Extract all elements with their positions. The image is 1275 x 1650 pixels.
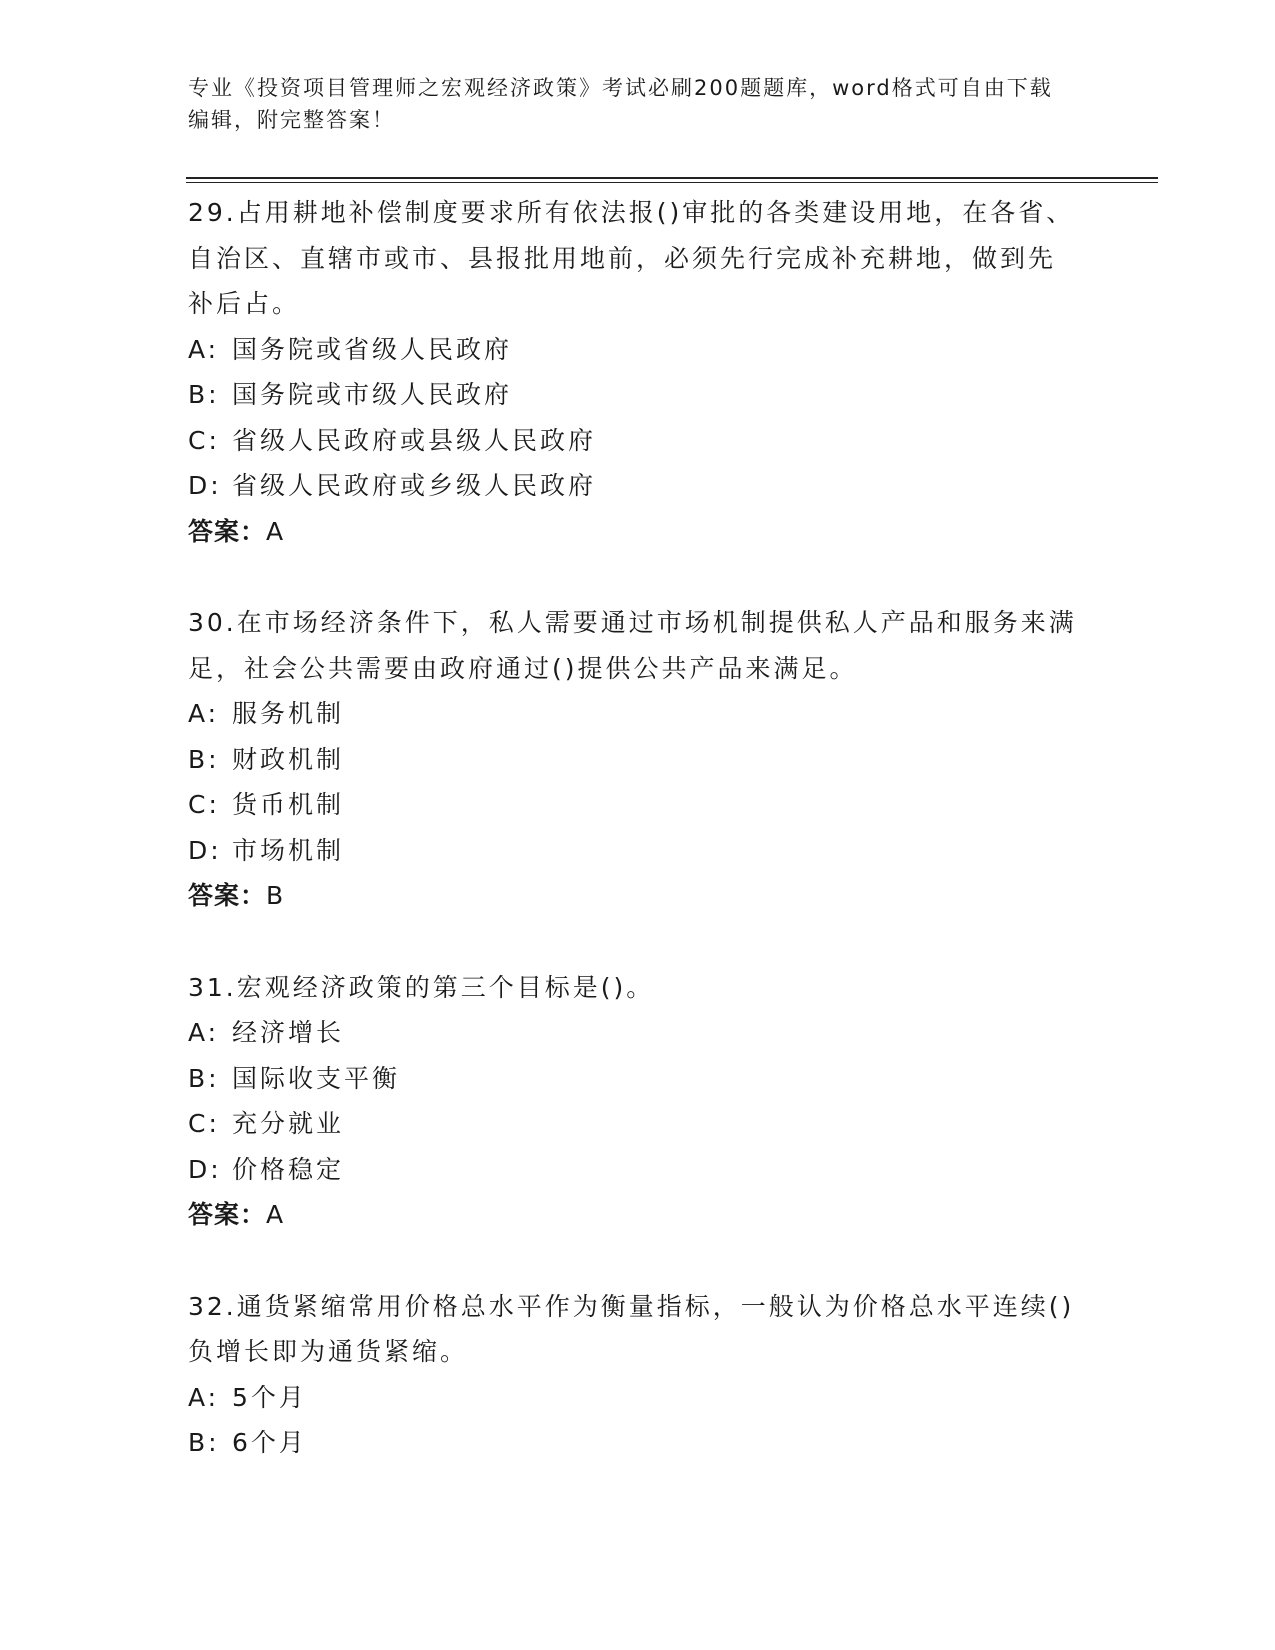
question-stem: 29.占用耕地补偿制度要求所有依法报()审批的各类建设用地，在各省、自治区、直辖市或市、县报批用地前，必须先行完成补充耕地，做到先补后占。 — [188, 198, 1075, 318]
answer-label: 答案： — [188, 881, 267, 910]
option-text: 国务院或省级人民政府 — [232, 334, 513, 364]
option-a — [188, 327, 1078, 373]
question-30 — [188, 600, 1078, 919]
option-c — [188, 418, 1078, 464]
option-text: 省级人民政府或县级人民政府 — [232, 425, 597, 455]
question-list — [188, 190, 1078, 1512]
answer-line — [188, 873, 1078, 919]
header-title: 专业《投资项目管理师之宏观经济政策》考试必刷200题题库，word格式可自由下载编辑，附完整答案！ — [188, 76, 1053, 132]
option-d — [188, 463, 1078, 509]
header-divider-thick — [186, 177, 1158, 179]
option-text: 充分就业 — [232, 1109, 345, 1138]
option-c — [188, 782, 1078, 828]
option-letter: A: — [188, 699, 220, 728]
option-d — [188, 1147, 1078, 1193]
question-stem: 32.通货紧缩常用价格总水平作为衡量指标，一般认为价格总水平连续()负增长即为通货紧缩。 — [188, 1291, 1075, 1366]
question-31 — [188, 965, 1078, 1238]
option-b — [188, 1056, 1078, 1102]
question-32 — [188, 1284, 1078, 1466]
option-letter: B: — [188, 1428, 220, 1457]
option-letter: D: — [188, 835, 222, 865]
option-d — [188, 828, 1078, 874]
option-text: 货币机制 — [232, 790, 345, 819]
answer-line — [188, 509, 1078, 555]
option-letter: D: — [188, 471, 222, 500]
option-text: 价格稳定 — [232, 1154, 345, 1184]
option-b — [188, 1420, 1078, 1466]
document-header — [188, 72, 1068, 136]
option-letter: B: — [188, 380, 220, 409]
answer-line — [188, 1192, 1078, 1238]
header-divider-thin — [186, 182, 1158, 183]
option-letter: B: — [188, 1063, 220, 1093]
option-letter: D: — [188, 1154, 222, 1184]
answer-value: A — [266, 516, 284, 546]
option-letter: C: — [188, 425, 220, 455]
option-letter: C: — [188, 790, 220, 819]
option-a — [188, 691, 1078, 737]
option-b — [188, 737, 1078, 783]
option-letter: A: — [188, 1382, 220, 1412]
option-text: 省级人民政府或乡级人民政府 — [232, 471, 597, 500]
option-text: 6个月 — [232, 1428, 307, 1457]
option-c — [188, 1101, 1078, 1147]
answer-value: B — [266, 881, 284, 910]
answer-value: A — [266, 1200, 284, 1229]
option-a — [188, 1010, 1078, 1056]
option-letter: A: — [188, 1018, 220, 1047]
answer-label: 答案： — [188, 516, 267, 546]
option-text: 国务院或市级人民政府 — [232, 380, 513, 409]
option-text: 服务机制 — [232, 699, 345, 728]
question-stem: 31.宏观经济政策的第三个目标是()。 — [188, 972, 655, 1002]
option-a — [188, 1375, 1078, 1421]
option-letter: B: — [188, 744, 220, 774]
option-text: 国际收支平衡 — [232, 1063, 401, 1093]
answer-label: 答案： — [188, 1200, 267, 1229]
option-b — [188, 372, 1078, 418]
option-text: 市场机制 — [232, 835, 345, 865]
option-letter: A: — [188, 334, 220, 364]
question-stem: 30.在市场经济条件下，私人需要通过市场机制提供私人产品和服务来满足，社会公共需要由政府通过()提供公共产品来满足。 — [188, 608, 1077, 683]
option-letter: C: — [188, 1109, 220, 1138]
option-text: 5个月 — [232, 1382, 307, 1412]
option-text: 财政机制 — [232, 744, 345, 774]
question-29 — [188, 190, 1078, 554]
option-text: 经济增长 — [232, 1018, 345, 1047]
